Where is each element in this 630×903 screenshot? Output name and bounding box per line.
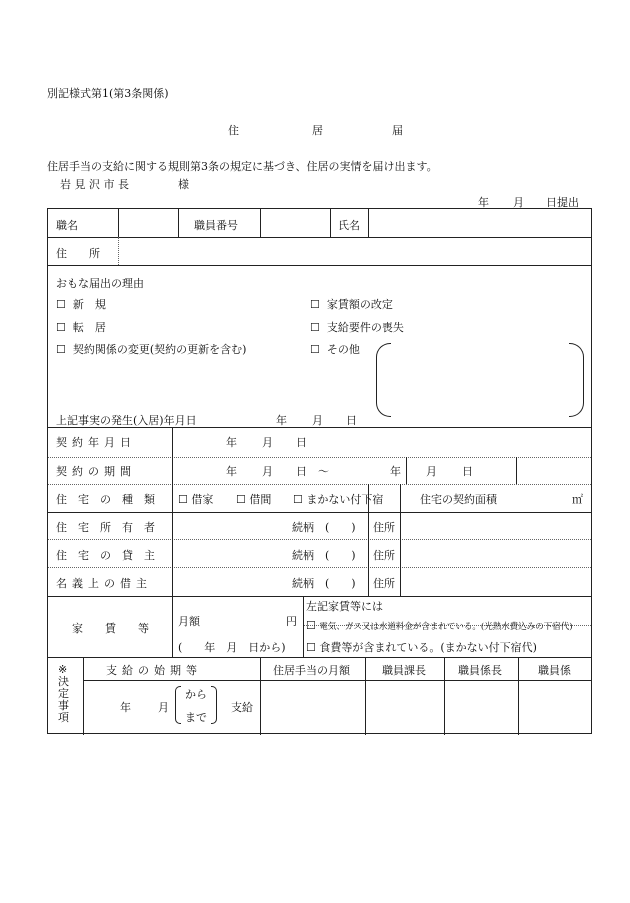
rent-yen: 円 [286,615,297,628]
period-to-year: 年 [390,465,401,478]
checkbox-boarding[interactable]: ☐ [293,493,303,506]
reason-move-label: 転 居 [72,321,106,334]
housing-type-label: 住宅の種類 [56,493,166,506]
submit-year: 年 [478,196,489,209]
occurrence-date-label: 上記事実の発生(入居)年月日 [56,414,197,427]
checkbox-loss[interactable]: ☐ [310,321,320,334]
period-to-month: 月 [426,465,437,478]
decision-year: 年 [120,701,131,714]
checkbox-move[interactable]: ☐ [56,321,66,334]
form-number: 別記様式第1(第3条関係) [47,87,169,100]
landlord-relation: 続柄 ( ) [292,549,356,562]
title-char-1: 住 [228,124,239,137]
borrower-relation: 続柄 ( ) [292,577,356,590]
period-tilde: 〜 [318,465,329,478]
residence-form [47,208,592,734]
period-from-month: 月 [262,465,273,478]
checkbox-new[interactable]: ☐ [56,298,66,311]
rent-monthly-label: 月額 [178,615,200,628]
occurrence-day: 日 [346,414,357,427]
checkbox-rented-house[interactable]: ☐ [178,493,188,506]
name-label: 氏名 [338,219,360,232]
checkbox-rent-change[interactable]: ☐ [310,298,320,311]
contract-period-label: 契約の期間 [56,465,136,478]
period-to-day: 日 [462,465,473,478]
other-bracket-left [376,343,391,417]
from-until-bracket-right [211,686,217,724]
other-bracket-right [569,343,584,417]
reasons-heading: おもな届出の理由 [56,277,144,290]
position-label: 職名 [56,219,78,232]
period-from-day: 日 [296,465,307,478]
employee-number-label: 職員番号 [194,219,238,232]
owner-relation: 続柄 ( ) [292,521,356,534]
honorific: 様 [178,178,189,191]
reason-other-label: その他 [326,343,360,356]
meals-included-label: 食費等が含まれている。(まかない付下宿代) [319,641,537,654]
monthly-allowance-label: 住居手当の月額 [273,664,350,677]
checkbox-other[interactable]: ☐ [310,343,320,356]
checkbox-meals[interactable]: ☐ [306,641,316,654]
rented-room-label: 借間 [249,493,272,506]
start-period-label: 支給の始期等 [106,664,202,677]
reason-contract-change-label: 契約関係の変更(契約の更新を含む) [72,343,247,356]
contract-date-day: 日 [296,436,307,449]
staff-label: 職員係 [538,664,571,677]
contract-date-label: 契約年月日 [56,436,136,449]
decision-pay: 支給 [231,701,253,714]
submit-month: 月 [513,196,524,209]
rent-from-date: ( 年 月 日から) [178,641,286,654]
reason-rent-change-label: 家賃額の改定 [326,298,393,311]
landlord-label: 住宅の貸主 [56,549,166,562]
rent-label: 家賃等 [72,622,171,635]
rent-includes-heading: 左記家賃等には [306,600,383,613]
checkbox-rented-room[interactable]: ☐ [236,493,246,506]
team-leader-label: 職員係長 [458,664,502,677]
contract-date-year: 年 [226,436,237,449]
decision-until: まで [185,711,207,724]
reason-loss-label: 支給要件の喪失 [326,321,404,334]
occurrence-year: 年 [276,414,287,427]
owner-address-label: 住所 [373,521,395,534]
owner-label: 住宅所有者 [56,521,166,534]
utilities-included-label: 電気、ガス又は水道料金が含まれている。(光熱水費込みの下宿代) [319,622,573,632]
decision-month: 月 [158,701,169,714]
title-char-2: 居 [312,124,323,137]
area-unit: ㎡ [572,493,583,506]
address-label: 住 所 [56,247,100,260]
contract-date-month: 月 [262,436,273,449]
rented-house-label: 借家 [191,493,214,506]
section-chief-label: 職員課長 [382,664,426,677]
borrower-address-label: 住所 [373,577,395,590]
checkbox-contract-change[interactable]: ☐ [56,343,66,356]
addressee: 岩 見 沢 市 長 [60,178,129,191]
reason-new-label: 新 規 [72,298,106,311]
submit-day: 日提出 [546,196,579,209]
occurrence-month: 月 [312,414,323,427]
contract-area-label: 住宅の契約面積 [420,493,497,506]
boarding-label: まかない付下宿 [306,493,384,506]
intro-text: 住居手当の支給に関する規則第3条の規定に基づき、住居の実情を届け出ます。 [47,160,438,173]
borrower-label: 名義上の借主 [56,577,152,590]
from-until-bracket-left [175,686,181,724]
checkbox-utilities[interactable]: ☐ [306,619,316,632]
landlord-address-label: 住所 [373,549,395,562]
title-char-3: 届 [392,124,403,137]
decision-side-label: ※ 決 定 事 項 [58,663,69,724]
decision-from: から [185,688,207,701]
period-from-year: 年 [226,465,237,478]
